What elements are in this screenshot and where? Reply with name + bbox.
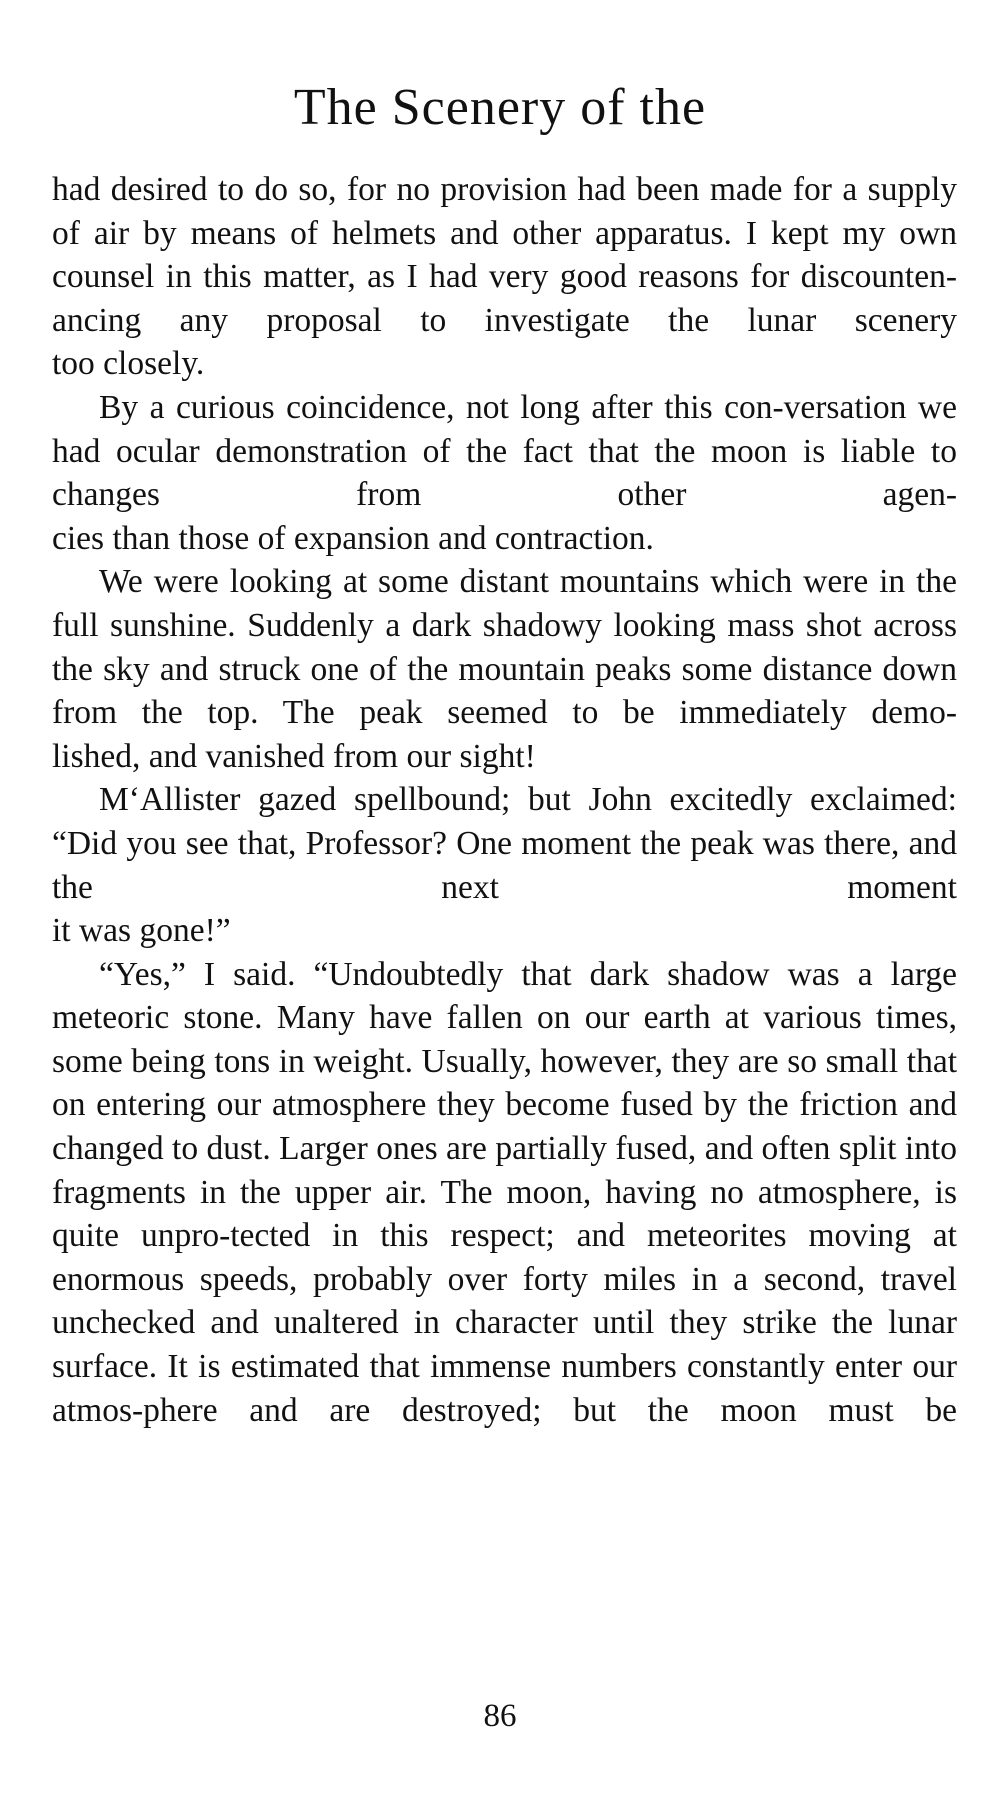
body-text xyxy=(52,168,957,1432)
paragraph-mallister: M‘Allister gazed spellbound; but John excitedly exclaimed: “Did you see that, Professor? One moment the peak was there, and the next moment xyxy=(52,781,957,906)
paragraph-meteoric-stone: “Yes,” I said. “Undoubtedly that dark shadow was a large meteoric stone. Many have fallen on our earth at various times, some being tons in weight. Usually, however, they are so small that on entering our atmosphere they become fused by the friction and changed to dust. Larger ones are partially fused, and often split into fragments in the upper air. The moon, having no atmosphere, is quite unpro-tected in this respect; and meteorites moving at enormous speeds, probably over forty miles in a second, travel unchecked and unaltered in character until they strike the lunar surface. It is estimated that immense numbers constantly enter our atmos-phere and are destroyed; but the moon must be xyxy=(52,955,957,1429)
paragraph-continued-last-line: too closely. xyxy=(52,345,205,383)
paragraph-coincidence: By a curious coincidence, not long after this con-versation we had ocular demonstration of the fact that the moon is liable to changes from other agen- xyxy=(52,388,957,514)
paragraph-coincidence-last-line: cies than those of expansion and contraction. xyxy=(52,519,654,557)
paragraph-mountains-last-line: lished, and vanished from our sight! xyxy=(52,737,536,775)
paragraph-continued: had desired to do so, for no provision had been made for a supply of air by means of helmets and other apparatus. I kept my own counsel in this matter, as I had very good reasons for discounten-ancing any proposal to investigate the lunar scenery xyxy=(52,171,957,339)
paragraph-mallister-last-line: it was gone!” xyxy=(52,912,231,950)
running-head: The Scenery of the xyxy=(293,79,707,136)
paragraph-mountains: We were looking at some distant mountains which were in the full sunshine. Suddenly a dark shadowy looking mass shot across the sky and struck one of the mountain peaks some distance down from the top. The peak seemed to be immediately demo- xyxy=(52,563,957,732)
page-number: 86 xyxy=(483,1698,517,1734)
